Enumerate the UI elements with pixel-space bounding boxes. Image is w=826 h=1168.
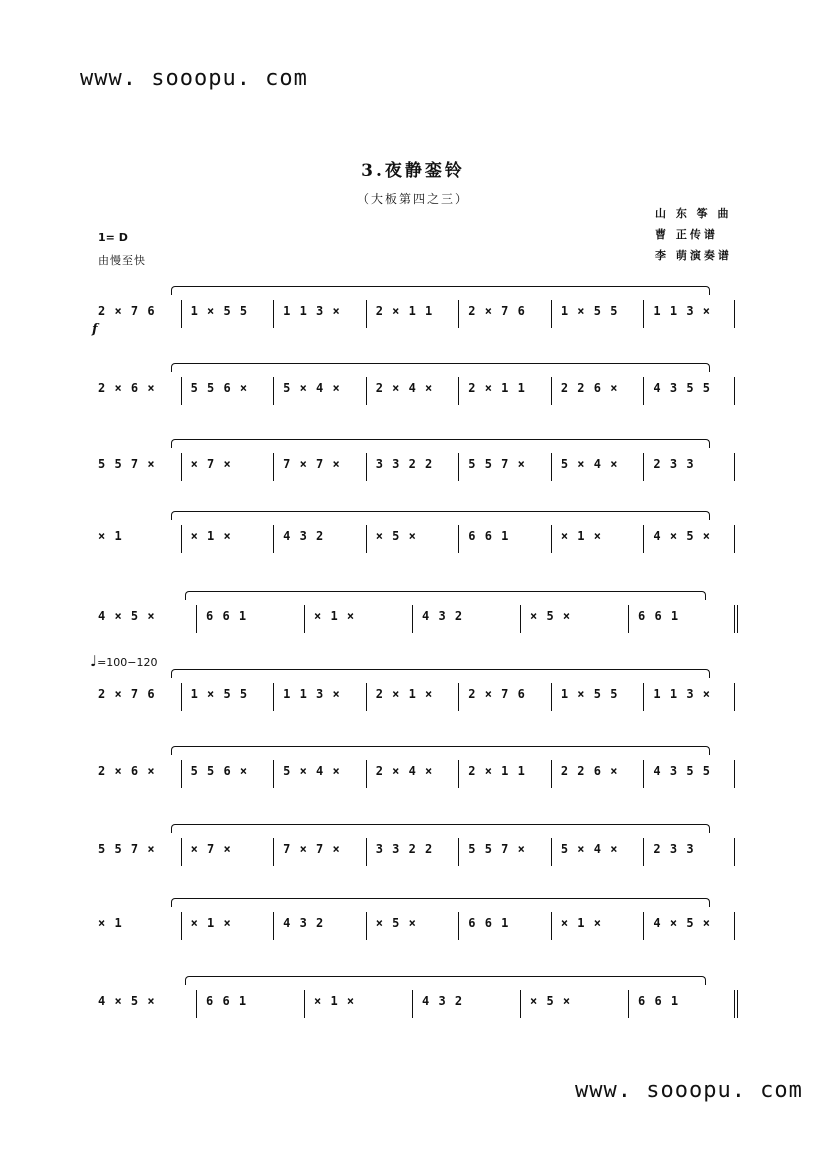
barline — [366, 377, 367, 405]
slur-mark — [171, 511, 710, 520]
watermark-top: www. sooopu. com — [80, 66, 308, 91]
quarter-note-icon: ♩ — [90, 652, 98, 670]
final-barline — [734, 605, 738, 633]
metronome-marking — [90, 652, 158, 670]
measure: 2 × 7 6 — [98, 687, 156, 701]
barline — [181, 912, 182, 940]
barline — [181, 525, 182, 553]
measure: 2 2 6 × — [560, 764, 619, 778]
score-line — [88, 838, 736, 882]
measure: 6 6 1 — [638, 609, 680, 623]
measure: × 5 × — [530, 609, 572, 623]
transmitter-credit: 曹 正传谱 — [655, 228, 718, 241]
measure: 6 6 1 — [468, 916, 510, 930]
slur-mark — [185, 591, 705, 600]
measure: 1 1 3 × — [283, 304, 341, 318]
barline — [273, 683, 274, 711]
measure: 1 × 5 5 — [190, 687, 249, 701]
score-line — [88, 300, 736, 344]
measure: 4 × 5 × — [98, 609, 156, 623]
barline — [412, 990, 413, 1018]
score-line — [88, 525, 736, 569]
measure: 4 3 2 — [283, 916, 325, 930]
measure: 1 × 5 5 — [560, 687, 619, 701]
measure: 4 3 2 — [422, 994, 464, 1008]
tempo-marking: 由慢至快 — [98, 254, 146, 267]
barline — [643, 453, 644, 481]
barline — [520, 605, 521, 633]
barline — [412, 605, 413, 633]
measure: 2 × 6 × — [98, 381, 156, 395]
barline — [273, 838, 274, 866]
barline — [458, 525, 459, 553]
slur-mark — [171, 898, 710, 907]
measure: 5 × 4 × — [283, 764, 341, 778]
measure: 6 6 1 — [638, 994, 680, 1008]
barline — [458, 912, 459, 940]
measure: 1 × 5 5 — [560, 304, 619, 318]
measure: × 1 — [98, 529, 123, 543]
score-line — [88, 683, 736, 727]
barline — [551, 683, 552, 711]
measure: 2 2 6 × — [560, 381, 619, 395]
barline — [458, 760, 459, 788]
barline — [273, 525, 274, 553]
measure: × 1 × — [190, 916, 232, 930]
measure: 4 3 2 — [283, 529, 325, 543]
measure: 6 6 1 — [468, 529, 510, 543]
measure: 5 × 4 × — [283, 381, 341, 395]
score-line — [88, 453, 736, 497]
measure: 1 × 5 5 — [190, 304, 249, 318]
barline — [551, 912, 552, 940]
barline — [551, 838, 552, 866]
barline — [551, 760, 552, 788]
score-line — [88, 912, 736, 956]
measure: × 1 × — [314, 994, 356, 1008]
measure: 2 3 3 — [653, 842, 695, 856]
measure: 5 5 7 × — [98, 842, 156, 856]
barline — [734, 377, 735, 405]
measure: 3 3 2 2 — [375, 842, 434, 856]
barline — [551, 300, 552, 328]
barline — [734, 453, 735, 481]
piece-subtitle: （大板第四之三） — [356, 192, 469, 206]
measure: 2 × 4 × — [375, 381, 434, 395]
score-line — [88, 760, 736, 804]
barline — [551, 377, 552, 405]
measure: 5 5 7 × — [98, 457, 156, 471]
barline — [734, 525, 735, 553]
measure: 1 1 3 × — [653, 304, 711, 318]
measure: 4 3 2 — [422, 609, 464, 623]
measure: 1 1 3 × — [283, 687, 341, 701]
measure: 5 5 7 × — [468, 457, 526, 471]
barline — [734, 683, 735, 711]
measure: 2 × 7 6 — [468, 687, 526, 701]
measure: 2 × 7 6 — [468, 304, 526, 318]
barline — [551, 525, 552, 553]
measure: 6 6 1 — [206, 609, 248, 623]
measure: 2 3 3 — [653, 457, 695, 471]
measure: 2 × 1 1 — [468, 381, 526, 395]
measure: × 1 × — [190, 529, 232, 543]
measure: 5 5 6 × — [190, 381, 249, 395]
watermark-bottom: www. sooopu. com — [575, 1078, 803, 1103]
barline — [628, 605, 629, 633]
measure: × 1 — [98, 916, 123, 930]
barline — [734, 838, 735, 866]
barline — [366, 300, 367, 328]
barline — [366, 525, 367, 553]
measure: 4 × 5 × — [98, 994, 156, 1008]
barline — [551, 453, 552, 481]
barline — [181, 300, 182, 328]
barline — [181, 760, 182, 788]
score-line — [88, 605, 736, 649]
barline — [734, 300, 735, 328]
slur-mark — [171, 669, 710, 678]
barline — [458, 453, 459, 481]
barline — [520, 990, 521, 1018]
measure: 2 × 6 × — [98, 764, 156, 778]
barline — [458, 377, 459, 405]
barline — [366, 453, 367, 481]
measure: × 1 × — [560, 916, 602, 930]
barline — [304, 605, 305, 633]
barline — [181, 683, 182, 711]
slur-mark — [171, 824, 710, 833]
measure: 2 × 1 1 — [375, 304, 434, 318]
measure: × 7 × — [190, 457, 232, 471]
barline — [273, 912, 274, 940]
measure: 7 × 7 × — [283, 842, 341, 856]
measure: 5 5 7 × — [468, 842, 526, 856]
barline — [458, 300, 459, 328]
measure: 5 × 4 × — [560, 457, 619, 471]
barline — [273, 760, 274, 788]
barline — [273, 300, 274, 328]
measure: 3 3 2 2 — [375, 457, 434, 471]
measure: 5 × 4 × — [560, 842, 619, 856]
piece-title: 3.夜静銮铃 — [361, 161, 465, 181]
barline — [181, 377, 182, 405]
measure: × 5 × — [530, 994, 572, 1008]
measure: × 5 × — [375, 916, 417, 930]
barline — [458, 838, 459, 866]
barline — [196, 990, 197, 1018]
score-line — [88, 990, 736, 1034]
final-barline — [734, 990, 738, 1018]
barline — [366, 912, 367, 940]
slur-mark — [171, 746, 710, 755]
barline — [643, 525, 644, 553]
measure: × 1 × — [560, 529, 602, 543]
slur-mark — [171, 439, 710, 448]
measure: 4 × 5 × — [653, 529, 711, 543]
dynamic-marking: f — [92, 322, 98, 337]
barline — [181, 453, 182, 481]
barline — [643, 683, 644, 711]
barline — [273, 377, 274, 405]
barline — [734, 912, 735, 940]
barline — [366, 838, 367, 866]
measure: × 5 × — [375, 529, 417, 543]
measure: 2 × 7 6 — [98, 304, 156, 318]
barline — [643, 838, 644, 866]
barline — [643, 912, 644, 940]
key-signature: 1= D — [98, 231, 128, 244]
score-line — [88, 377, 736, 421]
performer-credit: 李 萌演奏谱 — [655, 249, 732, 262]
barline — [643, 760, 644, 788]
measure: 4 3 5 5 — [653, 381, 711, 395]
barline — [196, 605, 197, 633]
barline — [643, 377, 644, 405]
slur-mark — [171, 286, 710, 295]
barline — [628, 990, 629, 1018]
measure: 7 × 7 × — [283, 457, 341, 471]
barline — [643, 300, 644, 328]
measure: 2 × 1 × — [375, 687, 434, 701]
barline — [181, 838, 182, 866]
measure: × 7 × — [190, 842, 232, 856]
barline — [273, 453, 274, 481]
measure: 4 × 5 × — [653, 916, 711, 930]
measure: 6 6 1 — [206, 994, 248, 1008]
barline — [366, 683, 367, 711]
barline — [366, 760, 367, 788]
measure: 4 3 5 5 — [653, 764, 711, 778]
slur-mark — [185, 976, 705, 985]
measure: 2 × 1 1 — [468, 764, 526, 778]
barline — [304, 990, 305, 1018]
measure: 1 1 3 × — [653, 687, 711, 701]
metronome-value: =100−120 — [97, 656, 158, 669]
origin-credit: 山 东 筝 曲 — [655, 207, 732, 220]
measure: × 1 × — [314, 609, 356, 623]
measure: 2 × 4 × — [375, 764, 434, 778]
barline — [458, 683, 459, 711]
slur-mark — [171, 363, 710, 372]
barline — [734, 760, 735, 788]
measure: 5 5 6 × — [190, 764, 249, 778]
